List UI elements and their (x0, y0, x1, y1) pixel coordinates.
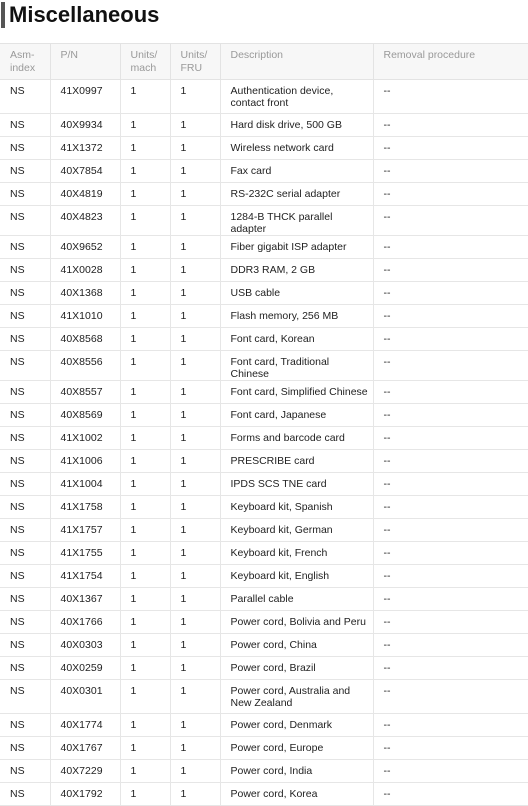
cell-part-number: 40X8556 (50, 351, 120, 381)
cell-units-fru: 1 (170, 496, 220, 519)
cell-units-fru: 1 (170, 305, 220, 328)
cell-part-number: 40X8557 (50, 381, 120, 404)
table-row (0, 450, 528, 473)
heading-accent-bar (1, 2, 5, 28)
table-row (0, 588, 528, 611)
cell-removal-procedure: -- (373, 542, 528, 565)
cell-units-mach: 1 (120, 519, 170, 542)
cell-units-mach: 1 (120, 183, 170, 206)
table-row (0, 473, 528, 496)
cell-description: Hard disk drive, 500 GB (220, 114, 373, 137)
cell-units-fru: 1 (170, 760, 220, 783)
cell-description: 1284-B THCK parallel adapter (220, 206, 373, 236)
table-row (0, 783, 528, 806)
cell-units-fru: 1 (170, 634, 220, 657)
cell-units-mach: 1 (120, 760, 170, 783)
cell-removal-procedure: -- (373, 496, 528, 519)
cell-description: Font card, Traditional Chinese (220, 351, 373, 381)
cell-removal-procedure: -- (373, 381, 528, 404)
cell-removal-procedure: -- (373, 611, 528, 634)
cell-description: Font card, Japanese (220, 404, 373, 427)
table-row (0, 328, 528, 351)
cell-part-number: 41X1757 (50, 519, 120, 542)
cell-part-number: 41X0028 (50, 259, 120, 282)
cell-part-number: 40X1367 (50, 588, 120, 611)
cell-part-number: 40X9652 (50, 236, 120, 259)
table-row (0, 714, 528, 737)
cell-description: Power cord, Korea (220, 783, 373, 806)
cell-asm-index: NS (0, 282, 50, 305)
cell-part-number: 40X8568 (50, 328, 120, 351)
table-row (0, 351, 528, 381)
header-asm-index (0, 44, 50, 80)
cell-part-number: 41X1010 (50, 305, 120, 328)
cell-removal-procedure: -- (373, 114, 528, 137)
cell-units-fru: 1 (170, 183, 220, 206)
header-description-label: Description (230, 49, 284, 61)
cell-removal-procedure: -- (373, 259, 528, 282)
cell-description: Wireless network card (220, 137, 373, 160)
cell-description: IPDS SCS TNE card (220, 473, 373, 496)
cell-asm-index: NS (0, 404, 50, 427)
header-units-mach-label: Units/ mach (130, 49, 158, 74)
cell-units-mach: 1 (120, 496, 170, 519)
cell-units-fru: 1 (170, 611, 220, 634)
cell-units-fru: 1 (170, 206, 220, 236)
cell-part-number: 41X1755 (50, 542, 120, 565)
section-heading (0, 0, 159, 30)
table-row (0, 137, 528, 160)
cell-part-number: 41X1004 (50, 473, 120, 496)
cell-units-mach: 1 (120, 657, 170, 680)
cell-units-mach: 1 (120, 588, 170, 611)
table-row (0, 259, 528, 282)
cell-units-fru: 1 (170, 427, 220, 450)
cell-part-number: 41X1002 (50, 427, 120, 450)
cell-description: Power cord, India (220, 760, 373, 783)
cell-part-number: 40X7229 (50, 760, 120, 783)
cell-part-number: 40X1767 (50, 737, 120, 760)
cell-asm-index: NS (0, 783, 50, 806)
cell-removal-procedure: -- (373, 565, 528, 588)
cell-units-mach: 1 (120, 680, 170, 714)
cell-units-mach: 1 (120, 611, 170, 634)
table-header-row (0, 44, 528, 80)
cell-description: USB cable (220, 282, 373, 305)
table-row (0, 381, 528, 404)
cell-description: Authentication device, contact front (220, 80, 373, 114)
cell-part-number: 40X8569 (50, 404, 120, 427)
cell-part-number: 40X1368 (50, 282, 120, 305)
cell-units-fru: 1 (170, 519, 220, 542)
cell-units-mach: 1 (120, 114, 170, 137)
cell-asm-index: NS (0, 351, 50, 381)
cell-units-mach: 1 (120, 328, 170, 351)
cell-removal-procedure: -- (373, 473, 528, 496)
cell-asm-index: NS (0, 137, 50, 160)
cell-description: Power cord, Europe (220, 737, 373, 760)
cell-units-mach: 1 (120, 282, 170, 305)
cell-units-fru: 1 (170, 160, 220, 183)
table-row (0, 634, 528, 657)
cell-units-fru: 1 (170, 542, 220, 565)
table-row (0, 282, 528, 305)
cell-asm-index: NS (0, 427, 50, 450)
cell-removal-procedure: -- (373, 737, 528, 760)
page-title: Miscellaneous (9, 2, 160, 27)
cell-units-fru: 1 (170, 351, 220, 381)
cell-asm-index: NS (0, 760, 50, 783)
cell-description: Forms and barcode card (220, 427, 373, 450)
cell-units-fru: 1 (170, 381, 220, 404)
cell-description: Keyboard kit, Spanish (220, 496, 373, 519)
cell-asm-index: NS (0, 328, 50, 351)
cell-removal-procedure: -- (373, 80, 528, 114)
cell-units-mach: 1 (120, 351, 170, 381)
cell-removal-procedure: -- (373, 519, 528, 542)
cell-units-fru: 1 (170, 259, 220, 282)
cell-asm-index: NS (0, 305, 50, 328)
cell-units-fru: 1 (170, 404, 220, 427)
cell-description: Power cord, Bolivia and Peru (220, 611, 373, 634)
cell-removal-procedure: -- (373, 236, 528, 259)
cell-part-number: 40X7854 (50, 160, 120, 183)
cell-part-number: 40X0259 (50, 657, 120, 680)
cell-asm-index: NS (0, 588, 50, 611)
cell-removal-procedure: -- (373, 328, 528, 351)
cell-description: Power cord, Australia and New Zealand (220, 680, 373, 714)
cell-units-mach: 1 (120, 381, 170, 404)
header-removal-procedure-label: Removal procedure (383, 49, 476, 61)
table-row (0, 404, 528, 427)
header-units-mach (120, 44, 170, 80)
cell-units-mach: 1 (120, 714, 170, 737)
cell-units-fru: 1 (170, 450, 220, 473)
table-row (0, 542, 528, 565)
cell-removal-procedure: -- (373, 351, 528, 381)
cell-asm-index: NS (0, 259, 50, 282)
table-row (0, 236, 528, 259)
header-description (220, 44, 373, 80)
header-units-fru (170, 44, 220, 80)
cell-units-mach: 1 (120, 236, 170, 259)
header-units-fru-label: Units/ FRU (180, 49, 208, 74)
cell-description: Fiber gigabit ISP adapter (220, 236, 373, 259)
table-row (0, 611, 528, 634)
cell-description: Parallel cable (220, 588, 373, 611)
cell-part-number: 41X1372 (50, 137, 120, 160)
cell-removal-procedure: -- (373, 160, 528, 183)
cell-asm-index: NS (0, 236, 50, 259)
table-row (0, 160, 528, 183)
cell-description: Flash memory, 256 MB (220, 305, 373, 328)
table-row (0, 305, 528, 328)
cell-units-fru: 1 (170, 588, 220, 611)
table-row (0, 206, 528, 236)
cell-description: Power cord, Brazil (220, 657, 373, 680)
cell-units-mach: 1 (120, 473, 170, 496)
cell-removal-procedure: -- (373, 760, 528, 783)
cell-units-fru: 1 (170, 137, 220, 160)
cell-description: DDR3 RAM, 2 GB (220, 259, 373, 282)
cell-units-mach: 1 (120, 160, 170, 183)
cell-part-number: 41X0997 (50, 80, 120, 114)
cell-units-fru: 1 (170, 680, 220, 714)
table-row (0, 519, 528, 542)
cell-asm-index: NS (0, 542, 50, 565)
cell-asm-index: NS (0, 657, 50, 680)
cell-removal-procedure: -- (373, 137, 528, 160)
header-asm-index-label: Asm- index (10, 49, 36, 74)
cell-asm-index: NS (0, 160, 50, 183)
cell-units-mach: 1 (120, 404, 170, 427)
header-pn (50, 44, 120, 80)
cell-removal-procedure: -- (373, 657, 528, 680)
cell-asm-index: NS (0, 80, 50, 114)
table-row (0, 427, 528, 450)
cell-description: Power cord, Denmark (220, 714, 373, 737)
cell-description: Fax card (220, 160, 373, 183)
cell-part-number: 41X1006 (50, 450, 120, 473)
cell-description: Keyboard kit, French (220, 542, 373, 565)
cell-asm-index: NS (0, 714, 50, 737)
cell-part-number: 40X1766 (50, 611, 120, 634)
cell-description: Keyboard kit, English (220, 565, 373, 588)
header-removal-procedure (373, 44, 528, 80)
cell-units-mach: 1 (120, 80, 170, 114)
table-row (0, 80, 528, 114)
cell-part-number: 40X1792 (50, 783, 120, 806)
cell-units-fru: 1 (170, 783, 220, 806)
header-pn-label: P/N (60, 49, 79, 61)
table-row (0, 737, 528, 760)
cell-units-mach: 1 (120, 450, 170, 473)
table-row (0, 496, 528, 519)
cell-units-mach: 1 (120, 259, 170, 282)
cell-part-number: 40X1774 (50, 714, 120, 737)
cell-part-number: 41X1758 (50, 496, 120, 519)
cell-asm-index: NS (0, 611, 50, 634)
cell-units-mach: 1 (120, 427, 170, 450)
table-row (0, 565, 528, 588)
cell-units-fru: 1 (170, 80, 220, 114)
table-row (0, 183, 528, 206)
cell-removal-procedure: -- (373, 183, 528, 206)
cell-units-mach: 1 (120, 542, 170, 565)
parts-table-body (0, 80, 528, 806)
cell-part-number: 41X1754 (50, 565, 120, 588)
cell-asm-index: NS (0, 450, 50, 473)
cell-asm-index: NS (0, 680, 50, 714)
cell-part-number: 40X4819 (50, 183, 120, 206)
cell-asm-index: NS (0, 183, 50, 206)
cell-description: RS-232C serial adapter (220, 183, 373, 206)
parts-table (0, 43, 528, 806)
cell-units-fru: 1 (170, 473, 220, 496)
cell-units-fru: 1 (170, 565, 220, 588)
cell-units-fru: 1 (170, 737, 220, 760)
table-row (0, 114, 528, 137)
cell-description: Power cord, China (220, 634, 373, 657)
cell-asm-index: NS (0, 737, 50, 760)
cell-units-mach: 1 (120, 783, 170, 806)
cell-part-number: 40X4823 (50, 206, 120, 236)
cell-removal-procedure: -- (373, 206, 528, 236)
cell-removal-procedure: -- (373, 404, 528, 427)
cell-asm-index: NS (0, 381, 50, 404)
cell-units-fru: 1 (170, 114, 220, 137)
cell-description: PRESCRIBE card (220, 450, 373, 473)
cell-removal-procedure: -- (373, 450, 528, 473)
cell-units-fru: 1 (170, 657, 220, 680)
cell-description: Font card, Simplified Chinese (220, 381, 373, 404)
cell-removal-procedure: -- (373, 282, 528, 305)
cell-removal-procedure: -- (373, 714, 528, 737)
cell-units-mach: 1 (120, 137, 170, 160)
cell-part-number: 40X0301 (50, 680, 120, 714)
cell-description: Keyboard kit, German (220, 519, 373, 542)
cell-removal-procedure: -- (373, 305, 528, 328)
cell-removal-procedure: -- (373, 427, 528, 450)
cell-asm-index: NS (0, 114, 50, 137)
cell-asm-index: NS (0, 496, 50, 519)
cell-removal-procedure: -- (373, 680, 528, 714)
cell-asm-index: NS (0, 473, 50, 496)
cell-removal-procedure: -- (373, 783, 528, 806)
cell-units-mach: 1 (120, 737, 170, 760)
cell-units-mach: 1 (120, 634, 170, 657)
cell-part-number: 40X0303 (50, 634, 120, 657)
cell-asm-index: NS (0, 634, 50, 657)
cell-part-number: 40X9934 (50, 114, 120, 137)
cell-units-fru: 1 (170, 328, 220, 351)
cell-removal-procedure: -- (373, 634, 528, 657)
cell-removal-procedure: -- (373, 588, 528, 611)
cell-asm-index: NS (0, 565, 50, 588)
cell-units-mach: 1 (120, 206, 170, 236)
table-row (0, 657, 528, 680)
table-row (0, 680, 528, 714)
cell-asm-index: NS (0, 206, 50, 236)
cell-units-fru: 1 (170, 282, 220, 305)
cell-units-fru: 1 (170, 714, 220, 737)
cell-asm-index: NS (0, 519, 50, 542)
cell-units-mach: 1 (120, 305, 170, 328)
cell-units-fru: 1 (170, 236, 220, 259)
cell-description: Font card, Korean (220, 328, 373, 351)
cell-units-mach: 1 (120, 565, 170, 588)
table-row (0, 760, 528, 783)
